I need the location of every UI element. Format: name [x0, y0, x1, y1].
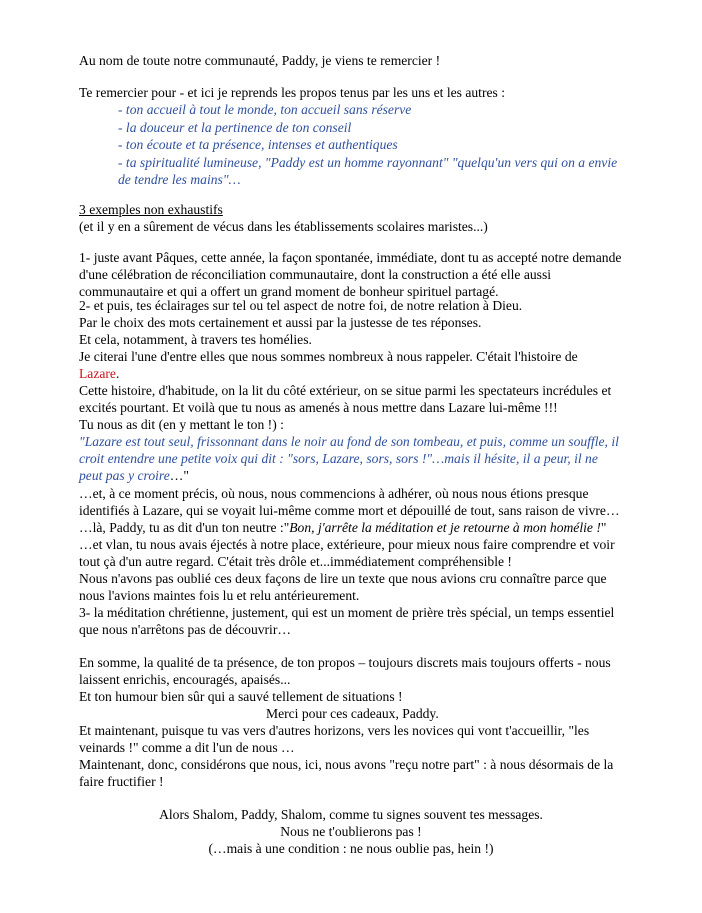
- signoff-line: (…mais à une condition : ne nous oublie pas, hein !): [208, 841, 494, 856]
- closing-line: Maintenant, donc, considérons que nous, ici, nous avons "reçu notre part" : à nous désormais de la: [79, 757, 614, 772]
- body-line: identifiés à Lazare, qui se voyait lui-même comme mort et dépouillé de tout, sans raison de vivre…: [79, 503, 620, 518]
- quote-item: de tendre les mains"…: [118, 172, 241, 187]
- signoff-line: Alors Shalom, Paddy, Shalom, comme tu signes souvent tes messages.: [159, 807, 543, 822]
- quote-item: - ton accueil à tout le monde, ton accueil sans réserve: [118, 102, 412, 117]
- body-line: Nous n'avons pas oublié ces deux façons de lire un texte que nous avions cru connaître parce que: [79, 571, 607, 586]
- body-line: Je citerai l'une d'entre elles que nous sommes nombreux à nous rappeler. C'était l'histoire de: [79, 349, 578, 364]
- body-line: …et, à ce moment précis, où nous, nous commencions à adhérer, où nous nous étions presque: [79, 486, 589, 501]
- homily-quote-line: peut pas y croire…": [79, 468, 189, 483]
- body-line: excités pourtant. Et voilà que tu nous as amenés à nous mettre dans Lazare lui-même !!!: [79, 400, 558, 415]
- body-line: Tu nous as dit (en y mettant le ton !) :: [79, 417, 284, 432]
- homily-aside: Bon, j'arrête la méditation et je retourne à mon homélie !: [289, 520, 601, 535]
- signoff-line: Nous ne t'oublierons pas !: [280, 824, 422, 839]
- homily-quote-line: "Lazare est tout seul, frissonnant dans le noir au fond de son tombeau, et puis, comme un souffle, il: [79, 434, 619, 449]
- body-line: communautaire et qui a offert un grand moment de bonheur spirituel partagé.: [79, 284, 499, 299]
- body-line: …là, Paddy, tu as dit d'un ton neutre :"Bon, j'arrête la méditation et je retourne à mon homélie !": [79, 520, 607, 535]
- closing-line: veinards !" comme a dit l'un de nous …: [79, 740, 295, 755]
- body-line: 2- et puis, tes éclairages sur tel ou tel aspect de notre foi, de notre relation à Dieu.: [79, 298, 523, 313]
- closing-line: Et maintenant, puisque tu vas vers d'autres horizons, vers les novices qui vont t'accueillir, "les: [79, 723, 590, 738]
- body-line: Et cela, notamment, à travers tes homélies.: [79, 332, 312, 347]
- examples-note: (et il y en a sûrement de vécus dans les établissements scolaires maristes...): [79, 219, 488, 234]
- closing-line: Et ton humour bien sûr qui a sauvé tellement de situations !: [79, 689, 403, 704]
- intro-line: Te remercier pour - et ici je reprends les propos tenus par les uns et les autres :: [79, 85, 505, 100]
- lazare-highlight: Lazare: [79, 366, 116, 381]
- body-line: 3- la méditation chrétienne, justement, qui est un moment de prière très spécial, un temps essentiel: [79, 605, 615, 620]
- quote-item: - la douceur et la pertinence de ton conseil: [118, 120, 352, 135]
- quote-item: - ta spiritualité lumineuse, "Paddy est un homme rayonnant" "quelqu'un vers qui on a envie: [118, 155, 618, 170]
- body-line: que nous n'arrêtons pas de découvrir…: [79, 622, 291, 637]
- body-line: nous l'avions maintes fois lu et relu antérieurement.: [79, 588, 360, 603]
- body-line: 1- juste avant Pâques, cette année, la façon spontanée, immédiate, dont tu as accepté notre demande: [79, 250, 622, 265]
- examples-heading: 3 exemples non exhaustifs: [79, 202, 223, 217]
- homily-quote-line: croit entendre une petite voix qui dit : "sors, Lazare, sors, sors !"…mais il hésite, il a peur, il ne: [79, 451, 598, 466]
- body-line: Cette histoire, d'habitude, on la lit du côté extérieur, on se situe parmi les spectateurs incrédules et: [79, 383, 612, 398]
- body-line: d'une célébration de réconciliation communautaire, dont la construction a été elle aussi: [79, 267, 552, 282]
- body-line: tout çà d'un autre regard. C'était très drôle et...immédiatement compréhensible !: [79, 554, 512, 569]
- closing-line: faire fructifier !: [79, 774, 164, 789]
- closing-line: laissent enrichis, encouragés, apaisés...: [79, 672, 291, 687]
- body-line: …et vlan, tu nous avais éjectés à notre place, extérieure, pour mieux nous faire comprendre et voir: [79, 537, 615, 552]
- body-line: Par le choix des mots certainement et aussi par la justesse de tes réponses.: [79, 315, 482, 330]
- greeting: Au nom de toute notre communauté, Paddy, je viens te remercier !: [79, 53, 441, 68]
- body-line: Lazare.: [79, 366, 120, 381]
- closing-line: En somme, la qualité de ta présence, de ton propos – toujours discrets mais toujours offerts - nous: [79, 655, 611, 670]
- thanks-line: Merci pour ces cadeaux, Paddy.: [266, 706, 439, 721]
- quote-item: - ton écoute et ta présence, intenses et authentiques: [118, 137, 398, 152]
